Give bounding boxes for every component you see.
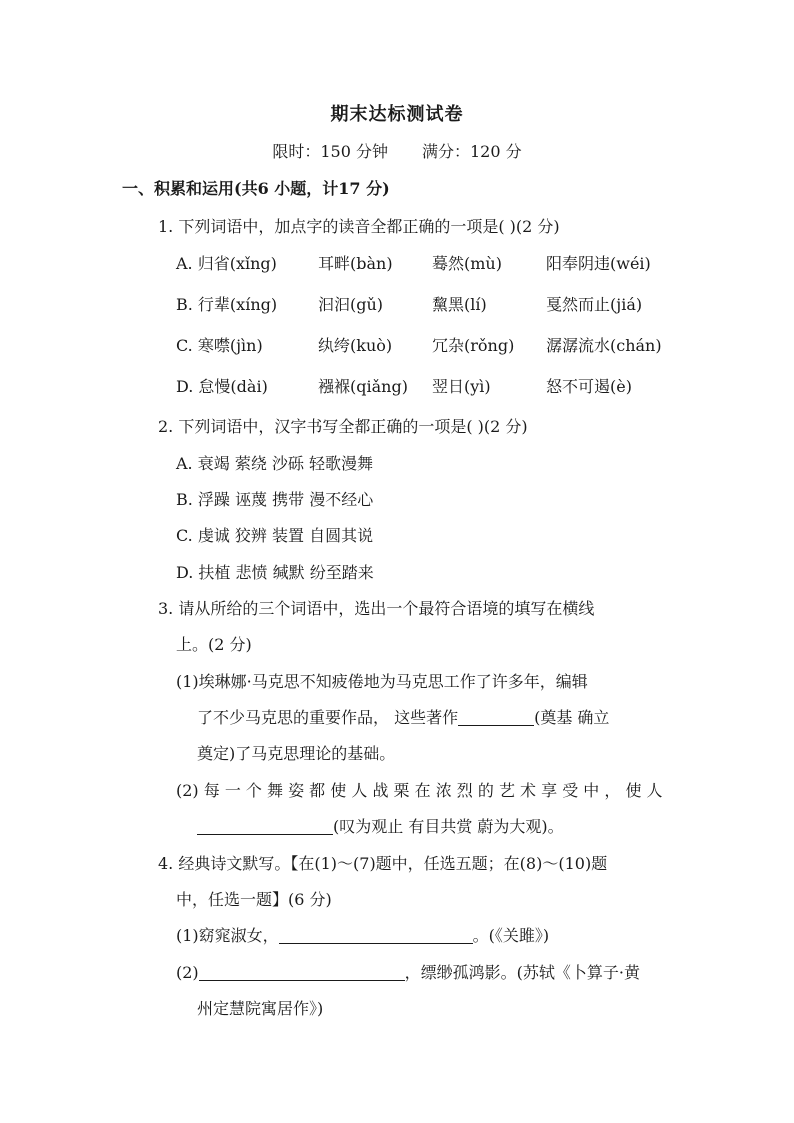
q1-d-1: D. 怠慢(dài)	[176, 377, 268, 396]
q4-item-1-text: (1)窈窕淑女，	[176, 926, 279, 945]
q1-a-1: A. 归省(xǐng)	[176, 254, 277, 273]
q3-sub2-choices: (叹为观止 有目共赏 蔚为大观)。	[333, 817, 564, 836]
full-score: 满分：120 分	[422, 142, 522, 161]
answer-blank[interactable]	[458, 709, 534, 726]
q4-item-2-line2: 州定慧院寓居作》)	[197, 999, 324, 1018]
q1-a-3: 蓦然(mù)	[432, 254, 502, 273]
q4-item-2-number: (2)	[176, 963, 199, 982]
q4-item-2-text: ，缥缈孤鸿影。(苏轼《卜算子·黄	[404, 963, 641, 982]
question-4-stem-line2: 中，任选一题】(6 分)	[176, 890, 332, 909]
q1-a-2: 耳畔(bàn)	[318, 254, 393, 273]
q1-d-2: 襁褓(qiǎng)	[318, 377, 408, 396]
q1-b-2: 汩汩(gǔ)	[318, 295, 384, 314]
question-1-stem: 1. 下列词语中，加点字的读音全都正确的一项是( )(2 分)	[158, 217, 560, 236]
q3-sub1-line1: (1)埃琳娜·马克思不知疲倦地为马克思工作了许多年，编辑	[176, 672, 588, 691]
q1-b-3: 黧黑(lí)	[432, 295, 487, 314]
question-2-stem: 2. 下列词语中，汉字书写全都正确的一项是( )(2 分)	[158, 417, 528, 436]
q1-b-1: B. 行辈(xíng)	[176, 295, 278, 314]
time-limit: 限时：150 分钟	[272, 142, 388, 161]
q3-sub2-line2	[197, 814, 564, 837]
question-3-stem-line2: 上。(2 分)	[176, 635, 252, 654]
q1-d-3: 翌日(yì)	[432, 377, 491, 396]
exam-meta	[0, 139, 794, 162]
q1-c-3: 冗杂(rǒng)	[432, 336, 515, 355]
q1-c-1: C. 寒噤(jìn)	[176, 336, 263, 355]
q3-sub1-line3: 奠定)了马克思理论的基础。	[197, 744, 396, 763]
q1-d-4: 怒不可遏(è)	[546, 377, 632, 396]
q1-c-2: 纨绔(kuò)	[318, 336, 393, 355]
q2-option-b: B. 浮躁 诬蔑 携带 漫不经心	[176, 490, 374, 509]
q3-sub2-line1: (2) 每 一 个 舞 姿 都 使 人 战 栗 在 浓 烈 的 艺 术 享 受 中 ， 使 人	[176, 781, 663, 800]
q4-item-1-source: 。(《关雎》)	[472, 926, 550, 945]
answer-blank[interactable]	[279, 927, 473, 944]
q1-c-4: 潺潺流水(chán)	[546, 336, 662, 355]
question-4-stem-line1: 4. 经典诗文默写。【在(1)～(7)题中，任选五题；在(8)～(10)题	[158, 854, 608, 873]
answer-blank[interactable]	[199, 964, 405, 981]
q4-item-1	[176, 923, 549, 946]
page-title: 期末达标测试卷	[330, 104, 464, 125]
answer-blank[interactable]	[197, 818, 333, 835]
q2-option-a: A. 衰竭 萦绕 沙砾 轻歌漫舞	[176, 454, 373, 473]
question-3-stem-line1: 3. 请从所给的三个词语中，选出一个最符合语境的填写在横线	[158, 599, 595, 618]
q1-a-4: 阳奉阴违(wéi)	[546, 254, 651, 273]
q1-b-4: 戛然而止(jiá)	[546, 295, 643, 314]
q2-option-d: D. 扶植 悲愤 缄默 纷至踏来	[176, 563, 374, 582]
q3-sub1-line2	[197, 705, 609, 728]
q4-item-2	[176, 960, 640, 983]
section-heading: 一、积累和运用(共6 小题，计17 分)	[122, 179, 390, 198]
q3-sub1-text: 了不少马克思的重要作品， 这些著作	[197, 708, 459, 727]
q2-option-c: C. 虔诚 狡辨 装置 自圆其说	[176, 526, 374, 545]
q3-sub1-choices: (奠基 确立	[534, 708, 610, 727]
